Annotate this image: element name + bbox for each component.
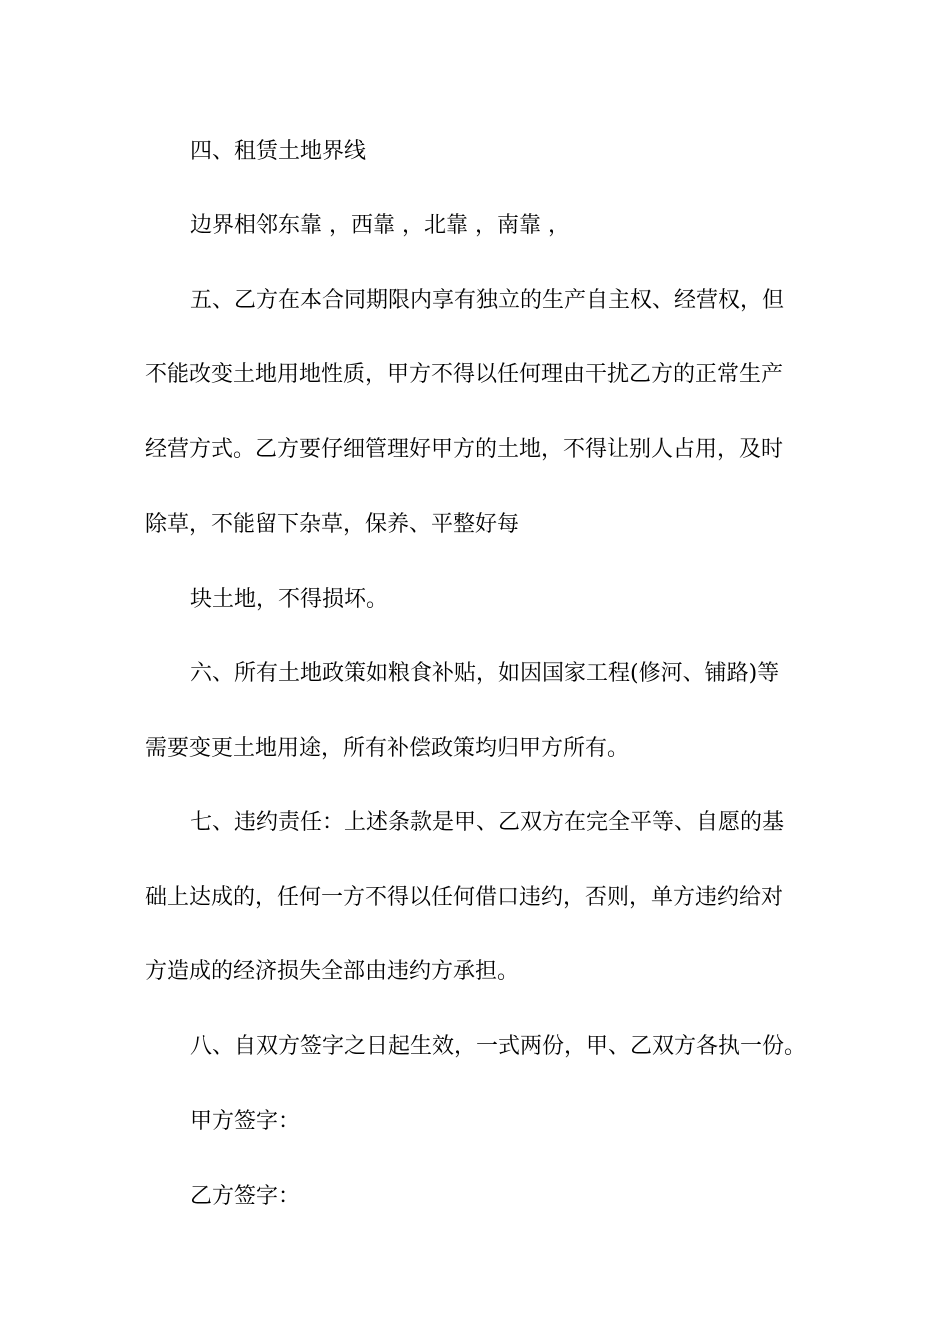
section-5-line-2: 不能改变土地用地性质，甲方不得以任何理由干扰乙方的正常生产	[145, 362, 784, 387]
section-6-line-1: 六、所有土地政策如粮食补贴，如因国家工程(修河、铺路)等	[190, 661, 780, 686]
section-7-line-1: 七、违约责任：上述条款是甲、乙双方在完全平等、自愿的基	[190, 810, 785, 835]
section-8-line: 八、自双方签字之日起生效，一式两份，甲、乙双方各执一份。	[190, 1034, 807, 1059]
section-5-line-4: 除草，不能留下杂草，保养、平整好每	[145, 512, 520, 537]
boundary-line: 边界相邻东靠 ，西靠 ，北靠 ，南靠 ，	[190, 213, 570, 238]
party-a-signature-label: 甲方签字：	[190, 1109, 301, 1134]
section-5-line-1: 五、乙方在本合同期限内享有独立的生产自主权、经营权，但	[190, 288, 785, 313]
section-5-line-5: 块土地，不得损坏。	[190, 587, 389, 612]
section-5-line-3: 经营方式。乙方要仔细管理好甲方的土地，不得让别人占用，及时	[145, 437, 784, 462]
section-7-line-3: 方造成的经济损失全部由违约方承担。	[145, 959, 520, 984]
section-6-line-2: 需要变更土地用途，所有补偿政策均归甲方所有。	[145, 736, 630, 761]
section-7-line-2: 础上达成的，任何一方不得以任何借口违约，否则，单方违约给对	[145, 885, 784, 910]
party-b-signature-label: 乙方签字：	[190, 1184, 301, 1209]
section-4-heading: 四、租赁土地界线	[190, 139, 367, 164]
